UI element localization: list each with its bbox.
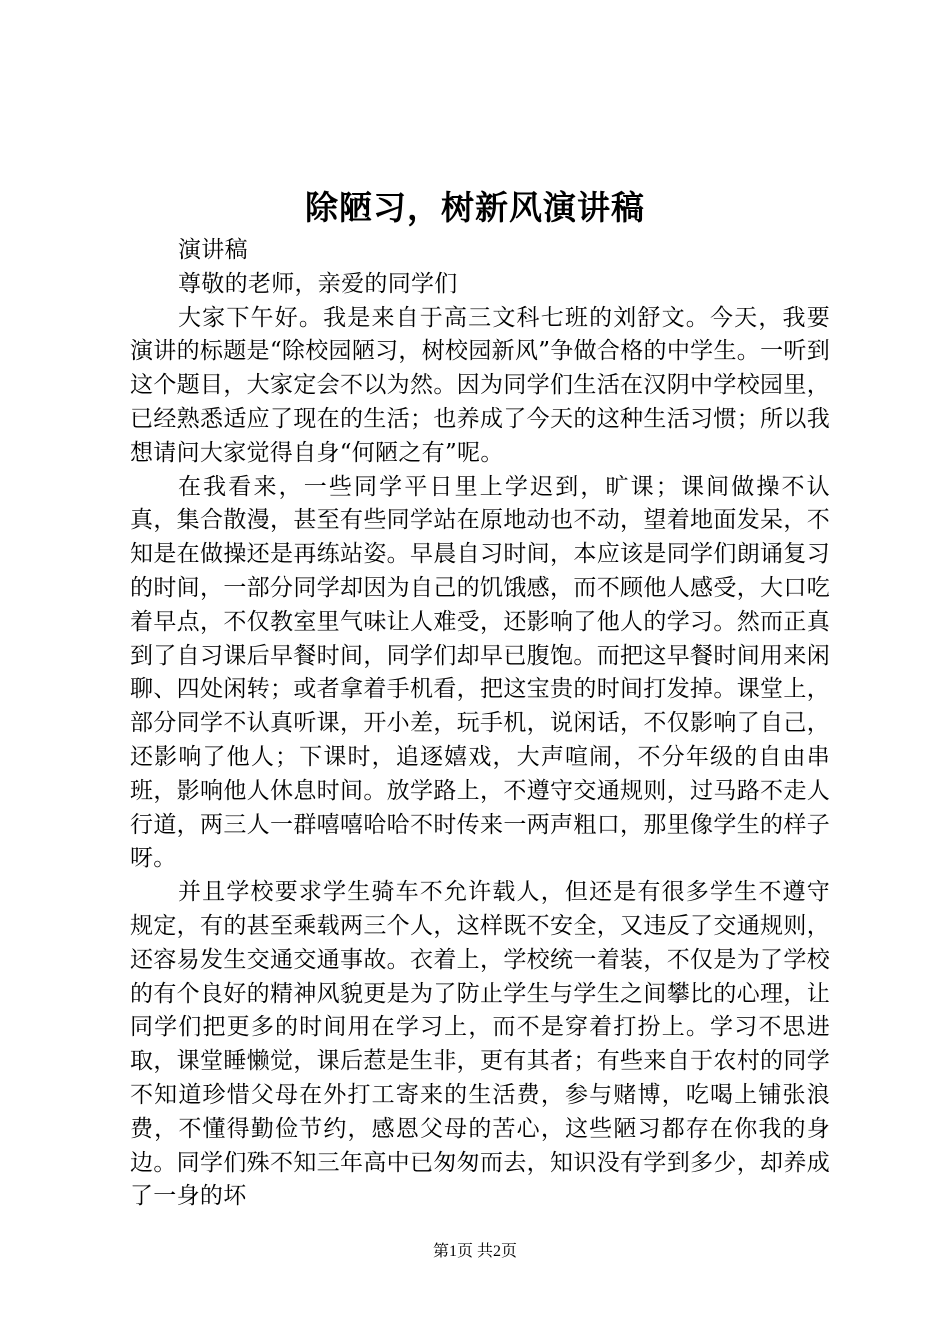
- paragraph-rules: 并且学校要求学生骑车不允许载人，但还是有很多学生不遵守规定，有的甚至乘载两三个人，这样既不安全，又违反了交通规则，还容易发生交通交通事故。衣着上，学校统一着装，不仅是为了学校的有个良好的精神风貌更是为了防止学生与学生之间攀比的心理，让同学们把更多的时间用在学习上，而不是穿着打扮上。学习不思进取，课堂睡懒觉，课后惹是生非，更有其者；有些来自于农村的同学不知道珍惜父母在外打工寄来的生活费，参与赌博，吃喝上铺张浪费，不懂得勤俭节约，感恩父母的苦心，这些陋习都存在你我的身边。同学们殊不知三年高中已匆匆而去，知识没有学到多少，却养成了一身的坏: [130, 879, 830, 1210]
- paragraph-introduction: 大家下午好。我是来自于高三文科七班的刘舒文。今天，我要演讲的标题是“除校园陋习，树校园新风”争做合格的中学生。一听到这个题目，大家定会不以为然。因为同学们生活在汉阴中学校园里，已经熟悉适应了现在的生活；也养成了今天的这种生活习惯；所以我想请问大家觉得自身“何陋之有”呢。: [130, 304, 830, 466]
- document-body: [130, 234, 830, 1214]
- page-footer: 第1页 共2页: [432, 1243, 517, 1260]
- page-title: 除陋习，树新风演讲稿: [305, 188, 645, 227]
- paragraph-genre-label: 演讲稿: [178, 237, 248, 263]
- paragraph-salutation: 尊敬的老师，亲爱的同学们: [178, 270, 458, 297]
- paragraph-examples: 在我看来，一些同学平日里上学迟到，旷课；课间做操不认真，集合散漫，甚至有些同学站在原地动也不动，望着地面发呆，不知是在做操还是再练站姿。早晨自习时间，本应该是同学们朗诵复习的时间，一部分同学却因为自己的饥饿感，而不顾他人感受，大口吃着早点，不仅教室里气味让人难受，还影响了他人的学习。然而正真到了自习课后早餐时间，同学们却早已腹饱。而把这早餐时间用来闲聊、四处闲转；或者拿着手机看，把这宝贵的时间打发掉。课堂上，部分同学不认真听课，开小差，玩手机，说闲话，不仅影响了自己，还影响了他人；下课时，追逐嬉戏，大声喧闹，不分年级的自由串班，影响他人休息时间。放学路上，不遵守交通规则，过马路不走人行道，两三人一群嘻嘻哈哈不时传来一两声粗口，那里像学生的样子呀。: [130, 473, 830, 872]
